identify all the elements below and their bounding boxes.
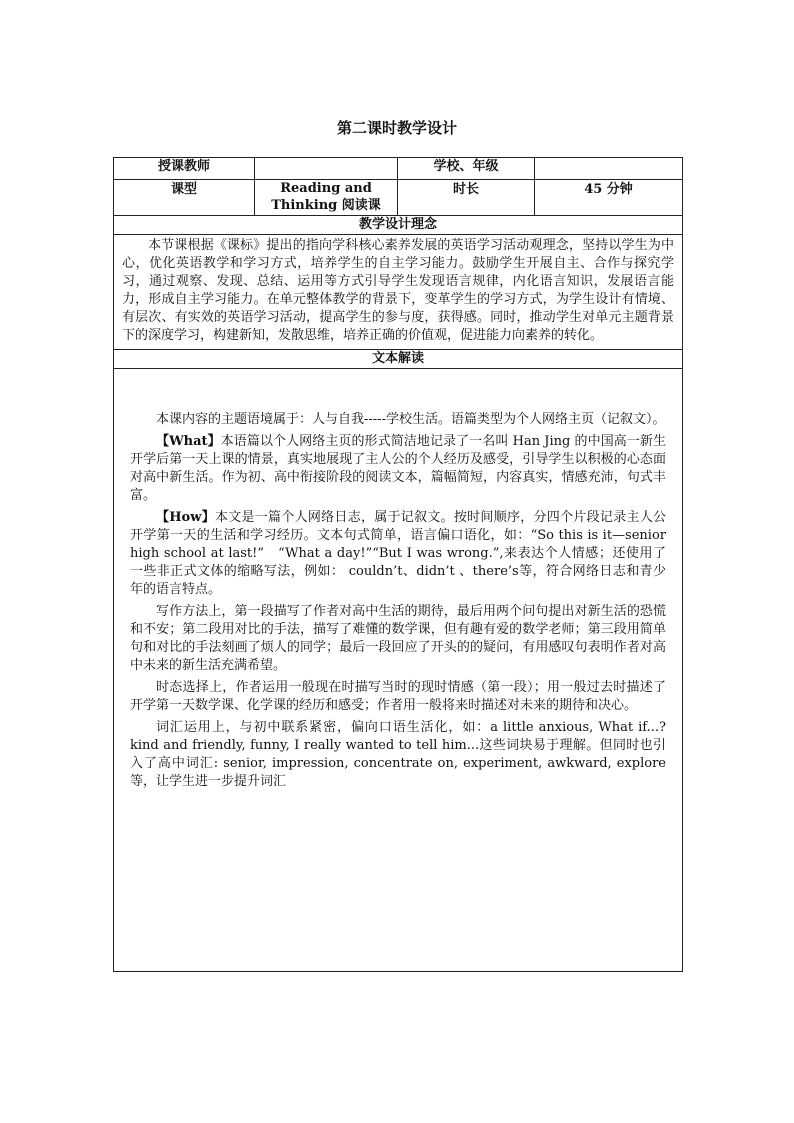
row-teacher-school bbox=[114, 158, 683, 180]
row-type-duration bbox=[114, 180, 683, 216]
philosophy-heading: 教学设计理念 bbox=[114, 216, 683, 235]
analysis-heading: 文本解读 bbox=[114, 350, 683, 369]
lesson-design-table bbox=[113, 157, 683, 972]
analysis-paragraph-writing: 写作方法上，第一段描写了作者对高中生活的期待，最后用两个问句提出对新生活的恐慌和不安；第二段用对比的手法，描写了难懂的数学课，但有趣有爱的数学老师；第三段用简单句和对比的手法刻画了烦人的同学；最后一段回应了开头的的疑问，有用感叹句表明作者对高中未来的新生活充满希望。 bbox=[130, 604, 666, 673]
page-title: 第二课时教学设计 bbox=[336, 119, 457, 137]
analysis-heading-row bbox=[114, 350, 683, 369]
philosophy-heading-row bbox=[114, 216, 683, 235]
what-text: 本语篇以个人网络主页的形式简洁地记录了一名叫 Han Jing 的中国高一新生开学后第一天上课的情景，真实地展现了主人公的个人经历及感受，引导学生以积极的心态面对高中新生活。作为初、高中衔接阶段的阅读文本，篇幅简短，内容真实，情感充沛，句式丰富。 bbox=[130, 434, 667, 503]
analysis-paragraph-what bbox=[130, 433, 666, 505]
how-text: 本文是一篇个人网络日志，属于记叙文。按时间顺序，分四个片段记录主人公开学第一天的生活和学习经历。文本句式简单，语言偏口语化，如：“So this is it—senior high school at last!” “What a day!”“But I was wrong.”,来表达个人情感；还使用了一些非正式文体的缩略写法，例如： couldn’t、didn’t 、there’s等，符合网络日志和青少年的语言特点。 bbox=[130, 510, 666, 597]
what-tag: 【What】 bbox=[156, 434, 221, 449]
how-tag: 【How】 bbox=[156, 510, 215, 525]
analysis-paragraph-vocabulary: 词汇运用上，与初中联系紧密，偏向口语生活化，如：a little anxious, What if...? kind and friendly, funny, I really wanted to tell him...这些词块易于理解。但同时也引入了高中词汇: senior, impression, concentrate on, experiment, awkward, explore 等，让学生进一步提升词汇 bbox=[130, 720, 666, 789]
analysis-paragraph-how bbox=[130, 509, 666, 599]
analysis-paragraph-topic: 本课内容的主题语境属于：人与自我-----学校生活。语篇类型为个人网络主页（记叙文）。 bbox=[156, 412, 666, 427]
philosophy-text: 本节课根据《课标》提出的指向学科核心素养发展的英语学习活动观理念，坚持以学生为中心，优化英语教学和学习方式，培养学生的自主学习能力。鼓励学生开展自主、合作与探究学习，通过观察、发现、总结、运用等方式引导学生发现语言规律，内化语言知识，发展语言能力，形成自主学习能力。在单元整体教学的背景下，变革学生的学习方式，为学生设计有情境、有层次、有实效的英语学习活动，提高学生的参与度，获得感。同时，推动学生对单元主题背景下的深度学习，构建新知，发散思维，培养正确的价值观，促进能力向素养的转化。 bbox=[122, 238, 674, 343]
lesson-type-value-line2: Thinking 阅读课 bbox=[271, 198, 381, 213]
lesson-type-value bbox=[255, 180, 398, 216]
duration-label: 时长 bbox=[398, 180, 535, 216]
school-grade-value bbox=[535, 158, 683, 180]
philosophy-cell bbox=[114, 235, 683, 350]
duration-value: 45 分钟 bbox=[535, 180, 683, 216]
analysis-paragraph-tense: 时态选择上，作者运用一般现在时描写当时的现时情感（第一段）；用一般过去时描述了开学第一天数学课、化学课的经历和感受；作者用一般将来时描述对未来的期待和决心。 bbox=[130, 680, 666, 713]
teacher-label: 授课教师 bbox=[114, 158, 255, 180]
analysis-row bbox=[114, 369, 683, 972]
philosophy-row bbox=[114, 235, 683, 350]
school-grade-label: 学校、年级 bbox=[398, 158, 535, 180]
analysis-cell bbox=[114, 369, 683, 972]
lesson-type-value-line1: Reading and bbox=[280, 181, 372, 196]
teacher-value bbox=[255, 158, 398, 180]
lesson-type-label: 课型 bbox=[114, 180, 255, 216]
